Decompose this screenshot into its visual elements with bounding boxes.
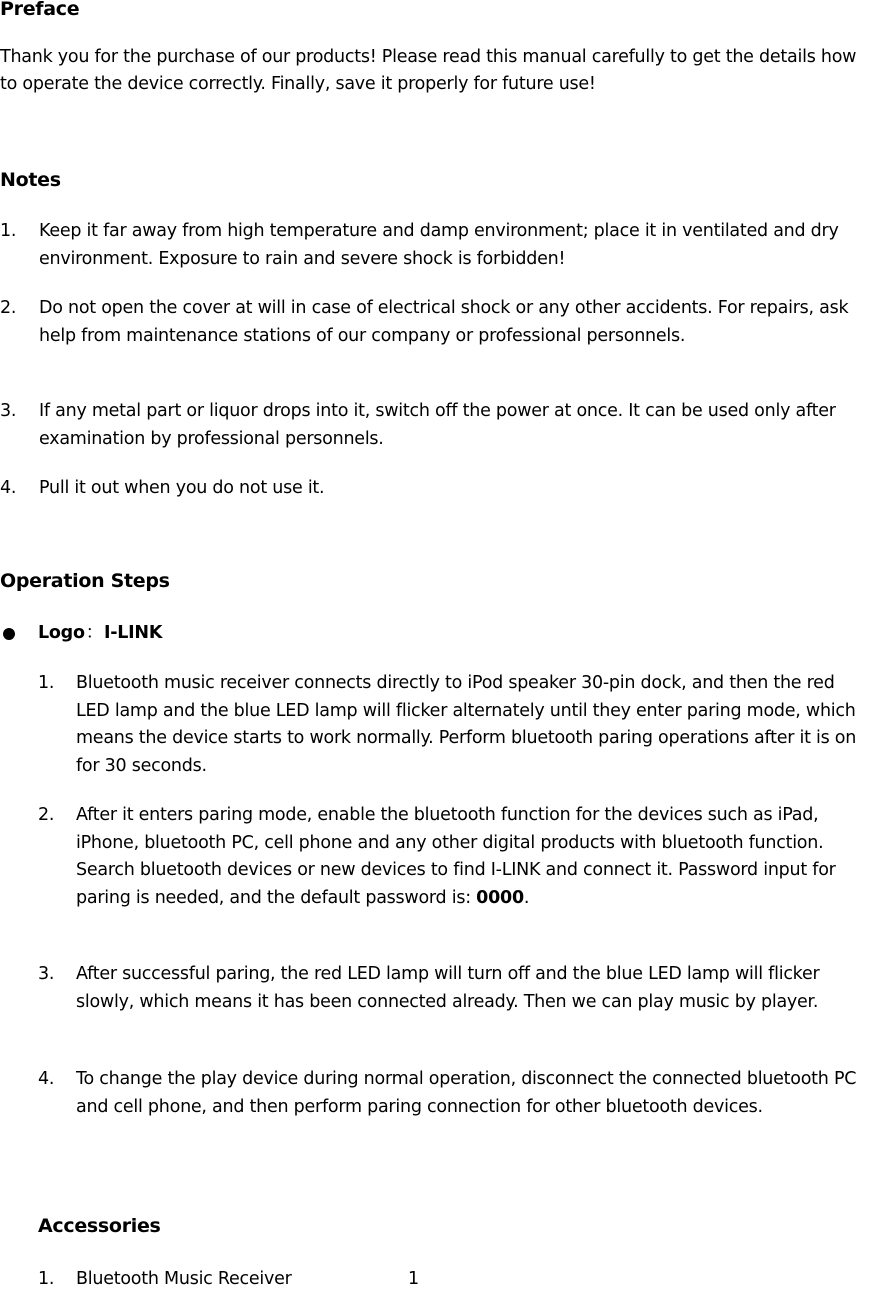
operation-item-text: Bluetooth music receiver connects directly to iPod speaker 30-pin dock, and then the red LED lamp and the blue LED lamp will flicker alternately until they enter paring mode, which means the device starts to work normally. Perform bluetooth paring operations after it is on for 30 seconds. — [76, 673, 857, 776]
notes-item-text: Pull it out when you do not use it. — [39, 478, 325, 498]
operation-item-number: 1. — [38, 673, 55, 693]
preface-text: Thank you for the purchase of our products! Please read this manual carefully to get the details how to operate the device correctly. Finally, save it properly for future use! — [0, 47, 857, 94]
notes-item-number: 3. — [0, 401, 17, 421]
operation-item-text: To change the play device during normal operation, disconnect the connected bluetooth PC and cell phone, and then perform paring connection for other bluetooth devices. — [76, 1069, 857, 1117]
operation-item-number: 2. — [38, 805, 55, 825]
logo-value: I-LINK — [103, 623, 163, 643]
notes-item-text: Keep it far away from high temperature and damp environment; place it in ventilated and dry environment. Exposure to rain and severe shock is forbidden! — [39, 221, 839, 269]
logo-label: Logo — [38, 623, 85, 643]
notes-item-text: If any metal part or liquor drops into it, switch off the power at once. It can be used only after examination by professional personnels. — [39, 401, 836, 449]
bullet-icon — [3, 628, 15, 640]
accessory-item-qty: 1 — [408, 1269, 419, 1289]
accessory-item-name: Bluetooth Music Receiver — [76, 1269, 292, 1289]
notes-item-number: 4. — [0, 478, 17, 498]
operation-item-text: After it enters paring mode, enable the bluetooth function for the devices such as iPad, iPhone, bluetooth PC, cell phone and any other digital products with bluetooth function. Search bluetooth devices or new devices to find I-LINK and connect it. Password input for paring is needed, and the default password is: 0000. — [76, 805, 836, 908]
notes-item-number: 2. — [0, 298, 17, 318]
default-password: 0000 — [476, 887, 524, 908]
notes-item-number: 1. — [0, 221, 17, 241]
preface-heading: Preface — [0, 0, 80, 20]
operation-item-number: 3. — [38, 964, 55, 984]
notes-item-text: Do not open the cover at will in case of electrical shock or any other accidents. For repairs, ask help from maintenance stations of our company or professional personnels. — [39, 298, 849, 346]
operation-heading: Operation Steps — [0, 570, 170, 592]
operation-item-text: After successful paring, the red LED lamp will turn off and the blue LED lamp will flicker slowly, which means it has been connected already. Then we can play music by player. — [76, 964, 820, 1012]
logo-separator: ： — [85, 623, 103, 643]
notes-heading: Notes — [0, 169, 61, 191]
accessories-heading: Accessories — [38, 1215, 161, 1237]
operation-item-number: 4. — [38, 1069, 55, 1089]
accessory-item-number: 1. — [38, 1269, 55, 1289]
logo-line — [38, 620, 162, 647]
